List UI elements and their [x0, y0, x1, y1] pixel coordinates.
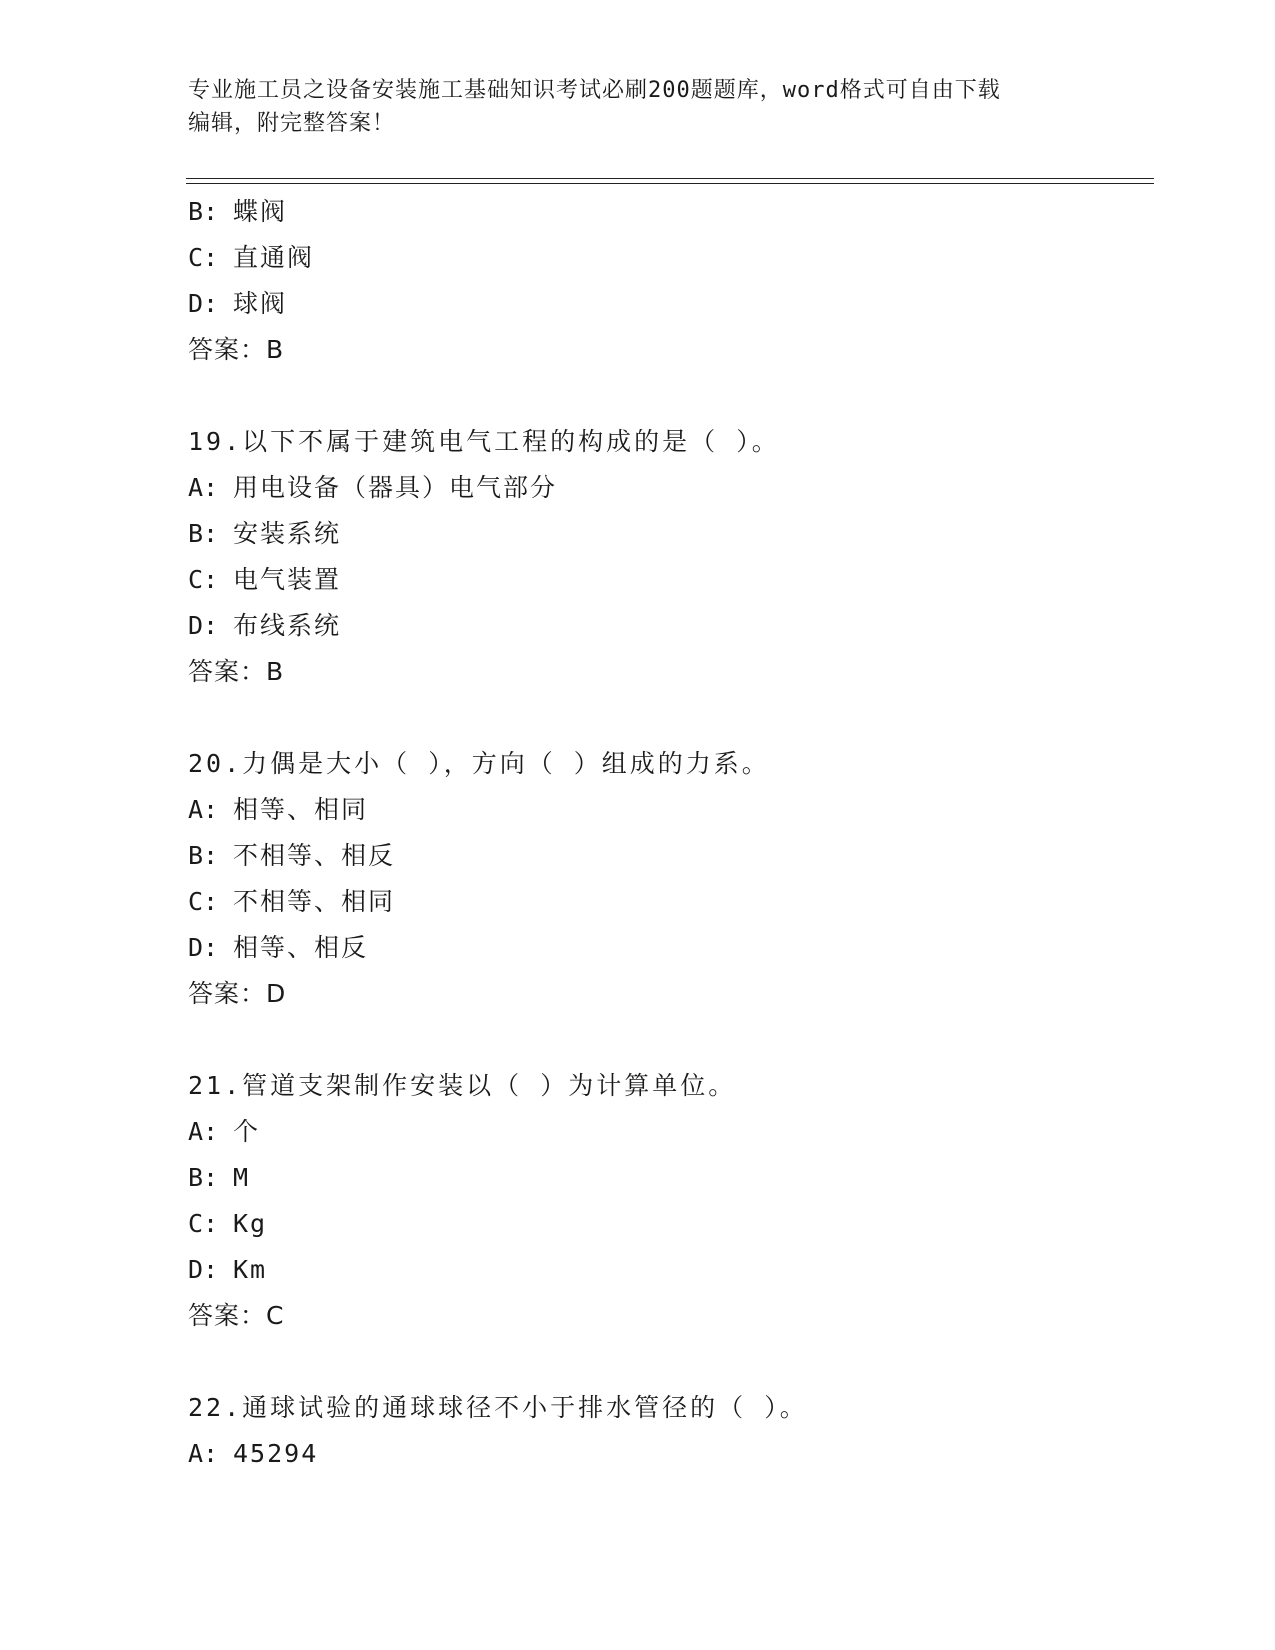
- option-text: 直通阀: [233, 243, 315, 272]
- option-label: C:: [188, 243, 219, 272]
- option-c: [188, 1201, 1148, 1247]
- option-text: 用电设备（器具）电气部分: [233, 473, 558, 502]
- option-b: [188, 189, 1148, 235]
- option-text: 布线系统: [233, 611, 342, 640]
- option-text: 蝶阀: [233, 197, 288, 226]
- question-block-19: [188, 419, 1148, 695]
- option-label: D:: [188, 933, 219, 962]
- option-text: 相等、相同: [233, 795, 369, 824]
- option-label: A:: [188, 473, 219, 502]
- option-text: 相等、相反: [233, 933, 369, 962]
- option-text: M: [233, 1163, 251, 1192]
- option-a: [188, 1431, 1148, 1477]
- option-text: 安装系统: [233, 519, 342, 548]
- spacer: [188, 695, 1148, 741]
- option-text: 45294: [233, 1439, 319, 1468]
- option-d: [188, 603, 1148, 649]
- answer-line: 答案：B: [188, 657, 285, 686]
- answer-line: 答案：D: [188, 979, 287, 1008]
- header-divider-top: [186, 178, 1154, 179]
- option-label: D:: [188, 611, 219, 640]
- option-a: [188, 1109, 1148, 1155]
- spacer: [188, 1339, 1148, 1385]
- option-text: 个: [233, 1117, 261, 1146]
- option-d: [188, 925, 1148, 971]
- question-title: 21.管道支架制作安装以（ ）为计算单位。: [188, 1071, 737, 1100]
- header-line-2: 编辑，附完整答案！: [188, 111, 396, 136]
- option-text: 不相等、相反: [233, 841, 396, 870]
- option-label: A:: [188, 1117, 219, 1146]
- option-label: C:: [188, 565, 219, 594]
- answer-line: 答案：B: [188, 335, 285, 364]
- spacer: [188, 373, 1148, 419]
- spacer: [188, 1017, 1148, 1063]
- option-label: D:: [188, 289, 219, 318]
- option-text: 不相等、相同: [233, 887, 396, 916]
- question-block-21: [188, 1063, 1148, 1339]
- option-label: B:: [188, 197, 219, 226]
- option-b: [188, 1155, 1148, 1201]
- question-list: [188, 189, 1148, 1477]
- option-c: [188, 235, 1148, 281]
- option-c: [188, 557, 1148, 603]
- header-line-1: 专业施工员之设备安装施工基础知识考试必刷200题题库，word格式可自由下载: [188, 78, 1001, 103]
- option-text: Km: [233, 1255, 268, 1284]
- option-b: [188, 833, 1148, 879]
- option-label: B:: [188, 519, 219, 548]
- option-c: [188, 879, 1148, 925]
- option-label: C:: [188, 887, 219, 916]
- question-block-18: [188, 189, 1148, 373]
- option-label: A:: [188, 795, 219, 824]
- question-title: 22.通球试验的通球球径不小于排水管径的（ ）。: [188, 1393, 808, 1422]
- option-d: [188, 1247, 1148, 1293]
- option-a: [188, 465, 1148, 511]
- question-title: 19.以下不属于建筑电气工程的构成的是（ ）。: [188, 427, 780, 456]
- option-text: Kg: [233, 1209, 268, 1238]
- option-label: B:: [188, 1163, 219, 1192]
- option-label: A:: [188, 1439, 219, 1468]
- option-d: [188, 281, 1148, 327]
- question-title: 20.力偶是大小（ ），方向（ ）组成的力系。: [188, 749, 770, 778]
- document-header: [188, 74, 1088, 140]
- option-a: [188, 787, 1148, 833]
- question-block-22: [188, 1385, 1148, 1477]
- option-text: 球阀: [233, 289, 288, 318]
- option-b: [188, 511, 1148, 557]
- option-text: 电气装置: [233, 565, 342, 594]
- header-divider-bottom: [186, 183, 1154, 184]
- answer-line: 答案：C: [188, 1301, 285, 1330]
- option-label: C:: [188, 1209, 219, 1238]
- option-label: B:: [188, 841, 219, 870]
- question-block-20: [188, 741, 1148, 1017]
- option-label: D:: [188, 1255, 219, 1284]
